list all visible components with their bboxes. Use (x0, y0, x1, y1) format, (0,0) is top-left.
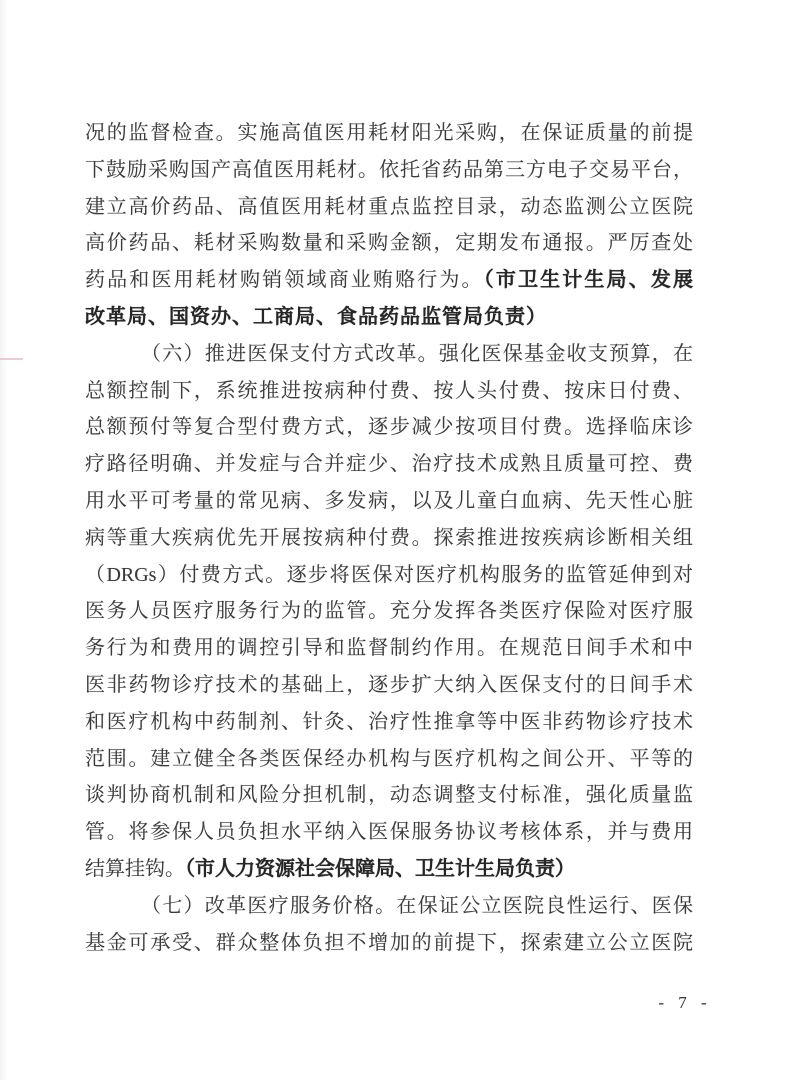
body-text: 和医疗机构中药制剂、针灸、治疗性推拿等中医非药物诊疗技术 (85, 710, 693, 733)
text-line (85, 336, 693, 373)
scan-pink-mark (0, 358, 23, 360)
body-text: 务行为和费用的调控引导和监督制约作用。在规范日间手术和中 (85, 637, 693, 660)
text-line (85, 814, 693, 851)
body-text: 总额预付等复合型付费方式，逐步减少按项目付费。选择临床诊 (85, 416, 693, 439)
text-line (85, 225, 693, 262)
text-line (85, 593, 693, 630)
text-line (85, 446, 693, 483)
body-text: 谈判协商机制和风险分担机制，动态调整支付标准，强化质量监 (85, 784, 693, 807)
body-text: 医务人员医疗服务行为的监管。充分发挥各类医疗保险对医疗服 (85, 600, 693, 623)
text-line (85, 152, 693, 189)
text-line (85, 888, 693, 925)
body-text: 高价药品、耗材采购数量和采购金额，定期发布通报。严厉查处 (85, 232, 693, 255)
scan-edge-shadow (0, 0, 7, 1080)
body-text: 建立高价药品、高值医用耗材重点监控目录，动态监测公立医院 (85, 195, 693, 218)
body-text: （DRGs）付费方式。逐步将医保对医疗机构服务的监管延伸到对 (85, 563, 693, 586)
text-line (85, 299, 693, 336)
text-line (85, 115, 693, 152)
responsible-agency-text: （市人力资源社会保障局、卫生计生局负责） (185, 857, 575, 880)
text-line (85, 667, 693, 704)
body-text: 范围。建立健全各类医保经办机构与医疗机构之间公开、平等的 (85, 747, 693, 770)
document-text (85, 115, 693, 961)
text-line (85, 189, 693, 226)
page-number: - 7 - (658, 993, 712, 1012)
body-text: 药品和医用耗材购销领域商业贿赂行为。 (85, 269, 484, 292)
body-text: 用水平可考量的常见病、多发病，以及儿童白血病、先天性心脏 (85, 489, 693, 512)
body-text: （七）改革医疗服务价格。在保证公立医院良性运行、医保 (141, 894, 693, 917)
body-text: 医非药物诊疗技术的基础上，逐步扩大纳入医保支付的日间手术 (85, 673, 693, 696)
text-line (85, 483, 693, 520)
text-line (85, 777, 693, 814)
text-line (85, 925, 693, 962)
text-line (85, 557, 693, 594)
body-text: （六）推进医保支付方式改革。强化医保基金收支预算，在 (141, 342, 693, 365)
text-line (85, 409, 693, 446)
body-text: 疗路径明确、并发症与合并症少、治疗技术成熟且质量可控、费 (85, 453, 693, 476)
body-text: 病等重大疾病优先开展按病种付费。探索推进按疾病诊断相关组 (85, 526, 693, 549)
body-text: 况的监督检查。实施高值医用耗材阳光采购，在保证质量的前提 (85, 122, 693, 144)
text-line (85, 520, 693, 557)
text-line (85, 851, 693, 888)
text-line (85, 373, 693, 410)
responsible-agency-text: 改革局、国资办、工商局、食品药品监管局负责） (85, 305, 547, 328)
text-line (85, 262, 693, 299)
body-text: 基金可承受、群众整体负担不增加的前提下，探索建立公立医院 (85, 931, 693, 954)
text-line (85, 741, 693, 778)
body-text: 下鼓励采购国产高值医用耗材。依托省药品第三方电子交易平台， (85, 158, 693, 181)
responsible-agency-text: （市卫生计生局、发展 (483, 269, 694, 292)
body-text: 总额控制下，系统推进按病种付费、按人头付费、按床日付费、 (85, 379, 693, 402)
body-text: 管。将参保人员负担水平纳入医保服务协议考核体系，并与费用 (85, 821, 693, 844)
text-line (85, 704, 693, 741)
text-line (85, 630, 693, 667)
body-text: 结算挂钩。 (85, 857, 185, 880)
